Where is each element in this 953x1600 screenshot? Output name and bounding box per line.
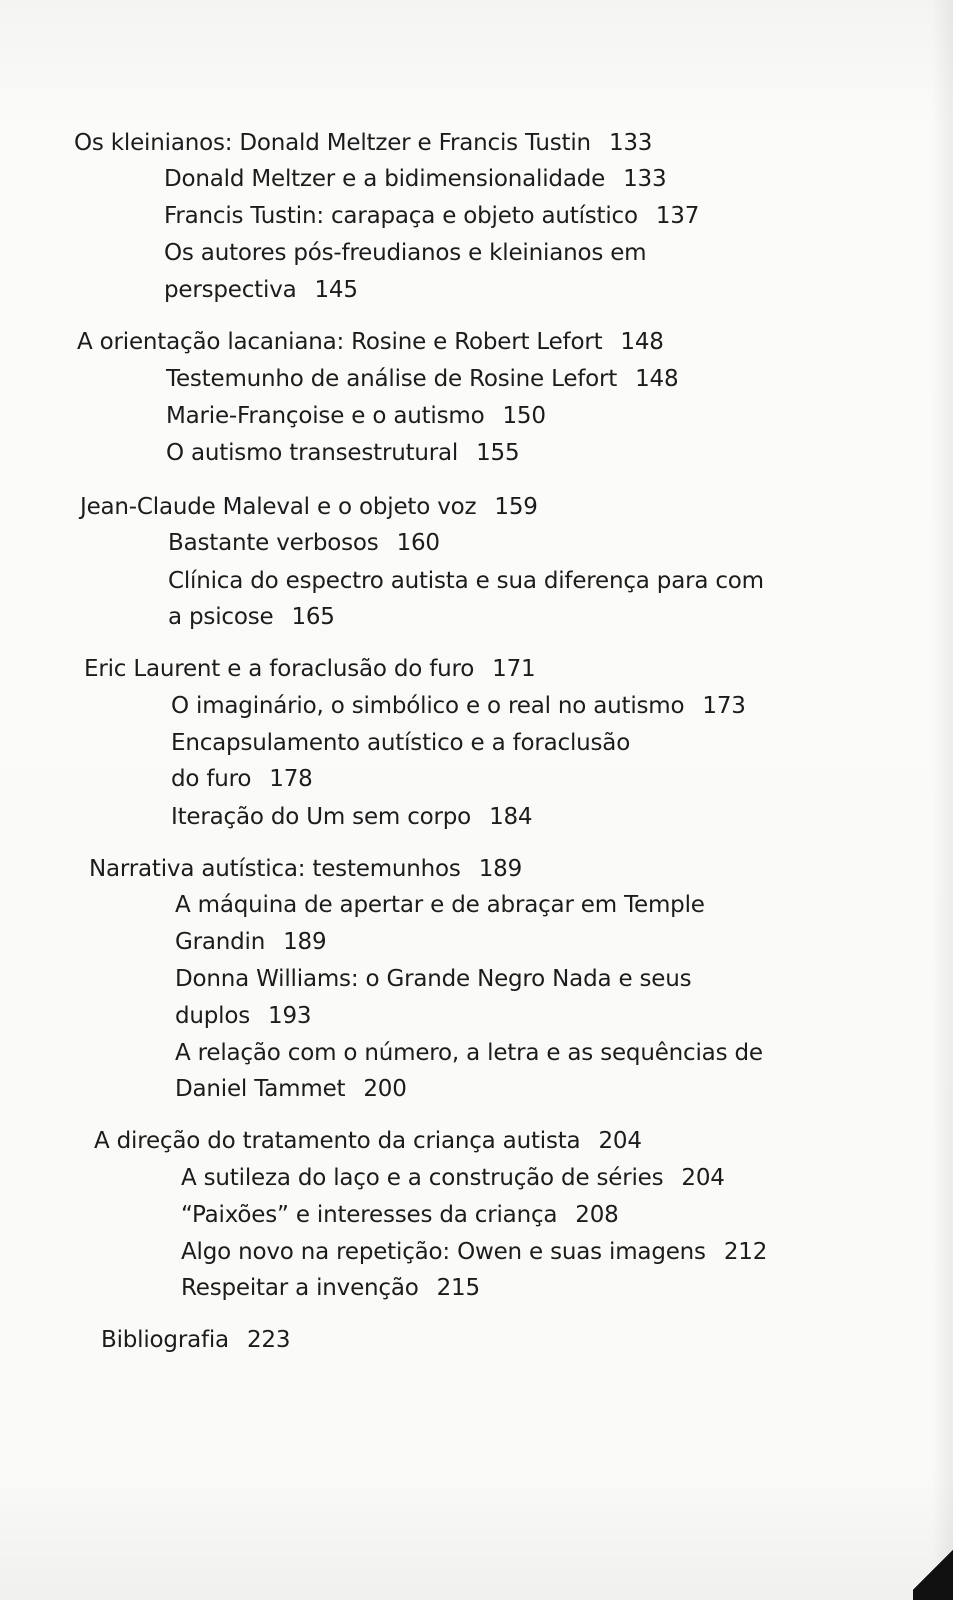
- toc-page-number: 204: [681, 1165, 725, 1191]
- toc-subsection-title: Donald Meltzer e a bidimensionalidade: [164, 166, 606, 192]
- toc-subsection: [166, 398, 546, 435]
- toc-page-number: 212: [723, 1239, 768, 1265]
- toc-subsection-title: do furo: [171, 766, 252, 792]
- toc-subsection-title: Iteração do Um sem corpo: [171, 804, 472, 830]
- toc-chapter-title: Eric Laurent e a foraclusão do furo: [84, 656, 475, 682]
- toc-subsection-title: Daniel Tammet: [175, 1076, 346, 1102]
- toc-subsection-title: Francis Tustin: carapaça e objeto autístico: [164, 203, 638, 229]
- toc-page-number: 215: [436, 1275, 480, 1301]
- toc-subsection: [181, 1160, 725, 1197]
- toc-subsection: [171, 688, 746, 725]
- toc-subsection-continued: [168, 599, 335, 636]
- toc-page-number: 137: [655, 203, 700, 229]
- toc-page-number: 150: [502, 403, 546, 429]
- toc-subsection-continued: [164, 272, 358, 309]
- toc-subsection-continued: [175, 998, 311, 1035]
- toc-chapter-title: Narrativa autística: testemunhos: [89, 856, 461, 882]
- toc-subsection: [168, 525, 440, 562]
- toc-page-number: 133: [608, 130, 653, 156]
- toc-subsection: [168, 563, 764, 600]
- toc-subsection-title: A sutileza do laço e a construção de séries: [181, 1165, 664, 1191]
- toc-page-number: 200: [363, 1076, 407, 1102]
- toc-subsection: [175, 887, 705, 924]
- toc-subsection-title: O imaginário, o simbólico e o real no autismo: [171, 693, 685, 719]
- toc-chapter-title: Os kleinianos: Donald Meltzer e Francis Tustin: [74, 130, 591, 156]
- toc-page-number: 165: [291, 604, 335, 630]
- toc-subsection-continued: [175, 924, 326, 961]
- toc-page-number: 204: [598, 1128, 642, 1154]
- toc-page-number: 145: [314, 277, 358, 303]
- toc-page-number: 208: [575, 1202, 619, 1228]
- toc-subsection-title: A máquina de apertar e de abraçar em Temple: [175, 892, 705, 918]
- toc-page-number: 184: [489, 804, 533, 830]
- toc-chapter-title: A orientação lacaniana: Rosine e Robert Lefort: [77, 329, 603, 355]
- toc-subsection-title: Os autores pós-freudianos e kleinianos em: [164, 240, 647, 266]
- toc-subsection: [175, 961, 691, 998]
- toc-chapter: [89, 851, 522, 888]
- toc-subsection-title: Donna Williams: o Grande Negro Nada e seus: [175, 966, 692, 992]
- toc-subsection: [171, 799, 532, 836]
- toc-page-number: 133: [623, 166, 667, 192]
- toc-subsection-title: duplos: [175, 1003, 251, 1029]
- toc-chapter: [80, 489, 538, 526]
- toc-page-number: 189: [283, 929, 327, 955]
- toc-page-number: 189: [478, 856, 523, 882]
- toc-chapter-title: Bibliografia: [101, 1327, 229, 1353]
- toc-chapter: [77, 324, 664, 361]
- toc-subsection: [175, 1035, 763, 1072]
- toc-subsection-title: Testemunho de análise de Rosine Lefort: [166, 366, 618, 392]
- toc-page-number: 160: [396, 530, 440, 556]
- toc-subsection-title: a psicose: [168, 604, 274, 630]
- toc-page-number: 171: [492, 656, 536, 682]
- toc-subsection-continued: [171, 761, 313, 798]
- toc-chapter-title: A direção do tratamento da criança autista: [94, 1128, 581, 1154]
- toc-subsection-title: Grandin: [175, 929, 266, 955]
- toc-subsection-title: Respeitar a invenção: [181, 1275, 419, 1301]
- toc-subsection: [164, 235, 646, 272]
- toc-subsection-title: Encapsulamento autístico e a foraclusão: [171, 730, 631, 756]
- toc-page-number: 159: [494, 494, 538, 520]
- toc-subsection: [164, 198, 699, 235]
- toc-chapter: [84, 651, 535, 688]
- toc-chapter: [94, 1123, 642, 1160]
- toc-subsection-title: A relação com o número, a letra e as sequências de: [175, 1040, 763, 1066]
- toc-subsection-title: Marie-Françoise e o autismo: [166, 403, 485, 429]
- toc-subsection: [166, 361, 678, 398]
- toc-page-number: 193: [268, 1003, 312, 1029]
- toc-subsection-title: O autismo transestrutural: [166, 440, 459, 466]
- toc-subsection-title: Algo novo na repetição: Owen e suas imagens: [181, 1239, 706, 1265]
- toc-chapter: [101, 1322, 290, 1359]
- toc-chapter-title: Jean-Claude Maleval e o objeto voz: [80, 494, 477, 520]
- toc-subsection: [164, 161, 666, 198]
- toc-subsection: [166, 435, 519, 472]
- toc-page-number: 173: [702, 693, 746, 719]
- toc-page-number: 155: [476, 440, 520, 466]
- toc-subsection-continued: [175, 1071, 407, 1108]
- toc-page-number: 148: [635, 366, 679, 392]
- toc-subsection: [181, 1197, 619, 1234]
- toc-page-number: 223: [246, 1327, 291, 1353]
- toc-subsection: [171, 725, 630, 762]
- toc-subsection-title: “Paixões” e interesses da criança: [181, 1202, 558, 1228]
- toc-subsection: [181, 1270, 480, 1307]
- toc-page-number: 148: [620, 329, 664, 355]
- toc-page-number: 178: [269, 766, 313, 792]
- toc-chapter: [74, 125, 652, 162]
- toc-subsection: [181, 1234, 767, 1271]
- toc-subsection-title: Bastante verbosos: [168, 530, 379, 556]
- toc-subsection-title: Clínica do espectro autista e sua diferença para com: [168, 568, 764, 594]
- toc-subsection-title: perspectiva: [164, 277, 297, 303]
